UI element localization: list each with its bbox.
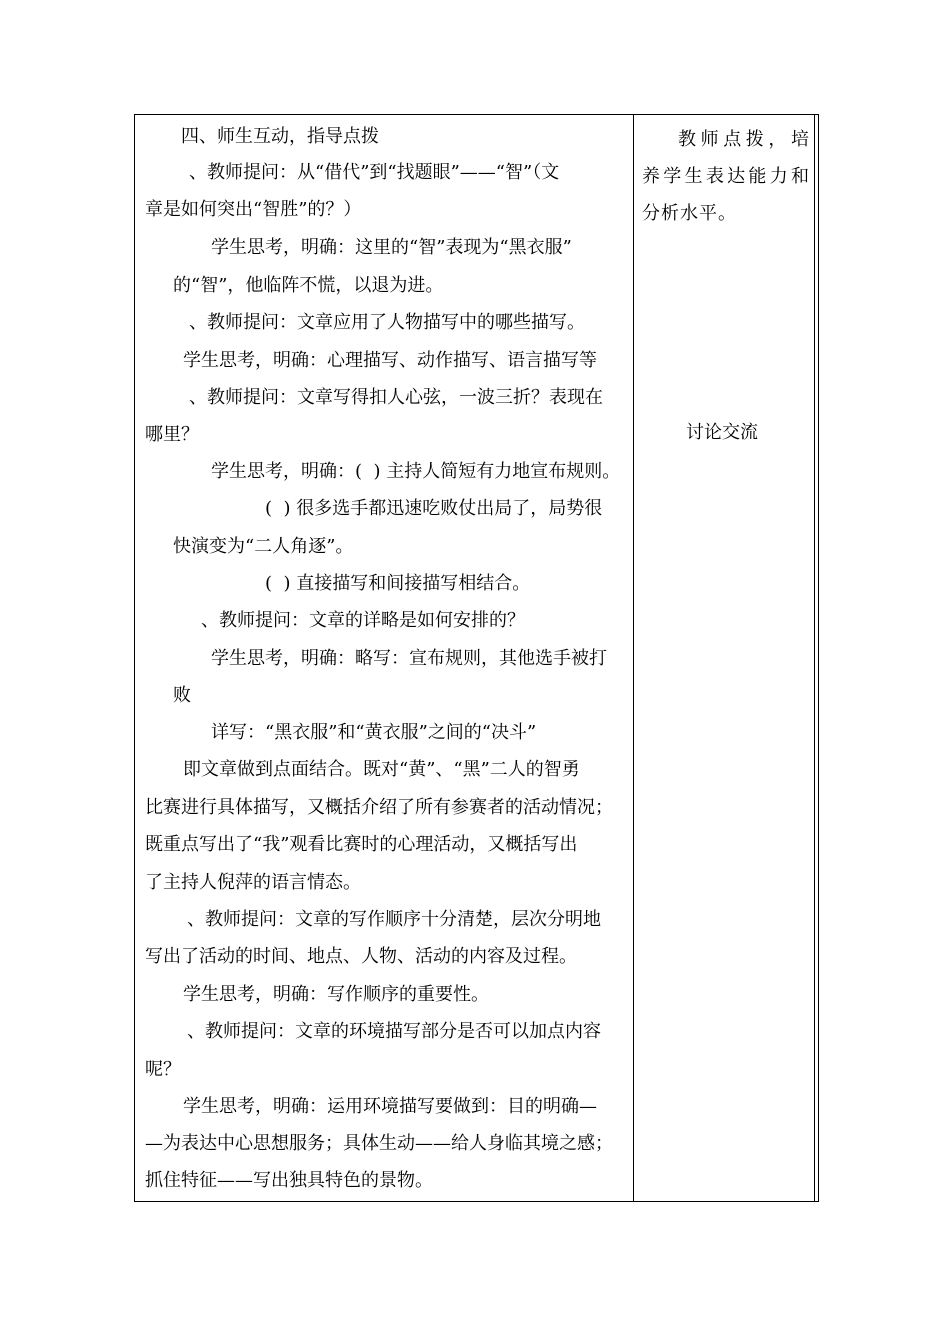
student-answer-3a: 学生思考，明确：( ) 主持人简短有力地宣布规则。 (211, 461, 621, 482)
student-answer-3b: ( ) 很多选手都迅速吃败仗出局了，局势很 (265, 498, 603, 519)
student-answer-6-cont: —为表达中心思想服务；具体生动——给人身临其境之感； (145, 1133, 613, 1154)
summary-line-1: 即文章做到点面结合。既对“黄”、“黑”二人的智勇 (183, 759, 580, 780)
student-answer-4-cont: 败 (173, 685, 191, 706)
teacher-question-5: 、教师提问：文章的写作顺序十分清楚，层次分明地 (187, 909, 601, 930)
student-answer-4-detail: 详写：“黑衣服”和“黄衣服”之间的“决斗” (211, 722, 537, 743)
student-answer-1-cont: 的“智”，他临阵不慌，以退为进。 (173, 275, 444, 296)
table-right-border-inner (814, 115, 815, 1201)
teaching-notes-cell (634, 115, 814, 1201)
teacher-guidance-note: 教师点拨，培养学生表达能力和分析水平。 (642, 129, 810, 224)
discussion-label: 讨论交流 (686, 422, 758, 443)
teacher-question-6: 、教师提问：文章的环境描写部分是否可以加点内容 (187, 1021, 601, 1042)
teacher-question-3: 、教师提问：文章写得扣人心弦，一波三折？表现在 (189, 387, 603, 408)
lesson-content-cell (135, 115, 633, 1201)
student-answer-4: 学生思考，明确：略写：宣布规则，其他选手被打 (211, 648, 607, 669)
student-answer-3b-cont: 快演变为“二人角逐”。 (173, 536, 354, 557)
summary-line-3: 既重点写出了“我”观看比赛时的心理活动，又概括写出 (145, 834, 578, 855)
student-answer-2: 学生思考，明确：心理描写、动作描写、语言描写等 (183, 350, 597, 371)
teacher-question-1: 、教师提问：从“借代”到“找题眼”——“智”（文 (189, 162, 560, 183)
teacher-question-1-cont: 章是如何突出“智胜”的？） (145, 199, 362, 220)
summary-line-4: 了主持人倪萍的语言情态。 (145, 872, 361, 893)
student-answer-6-end: 抓住特征——写出独具特色的景物。 (145, 1170, 433, 1191)
teacher-question-5-cont: 写出了活动的时间、地点、人物、活动的内容及过程。 (145, 946, 577, 967)
student-answer-1: 学生思考，明确：这里的“智”表现为“黑衣服” (211, 237, 572, 258)
student-answer-5: 学生思考，明确：写作顺序的重要性。 (183, 984, 489, 1005)
lesson-table (134, 114, 819, 1202)
table-right-border-outer (818, 115, 819, 1201)
teacher-question-6-cont: 呢？ (145, 1059, 181, 1080)
teacher-question-3-cont: 哪里？ (145, 424, 199, 445)
teacher-question-2: 、教师提问：文章应用了人物描写中的哪些描写。 (189, 312, 585, 333)
section-heading: 四、师生互动，指导点拨 (181, 126, 379, 147)
student-answer-3c: ( ) 直接描写和间接描写相结合。 (265, 573, 531, 594)
summary-line-2: 比赛进行具体描写，又概括介绍了所有参赛者的活动情况； (145, 797, 613, 818)
student-answer-6: 学生思考，明确：运用环境描写要做到：目的明确— (183, 1096, 597, 1117)
teacher-question-4: 、教师提问：文章的详略是如何安排的？ (201, 610, 525, 631)
